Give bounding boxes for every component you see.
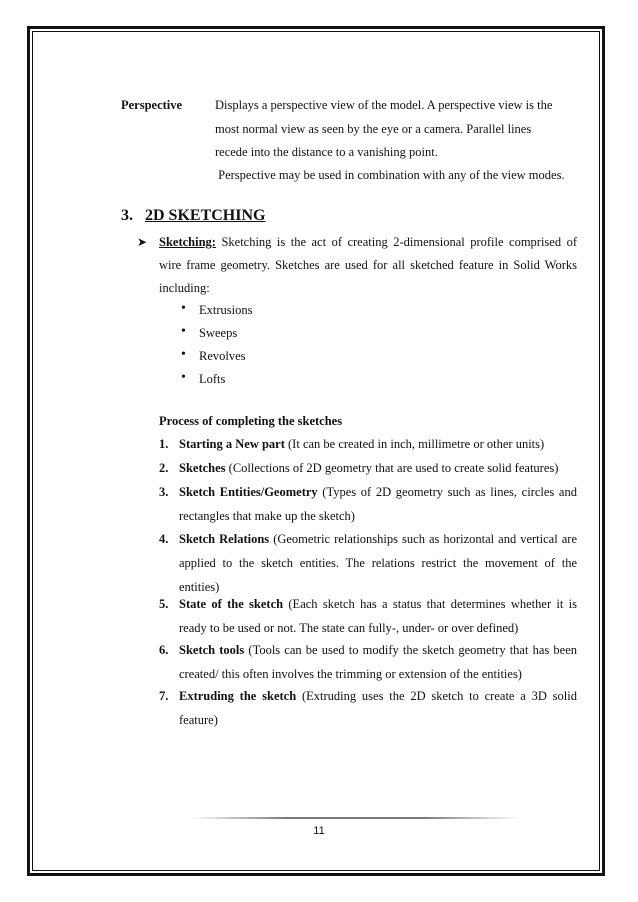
step-name: Extruding the sketch [179, 689, 297, 703]
step-desc: (Extruding uses the 2D sketch to create a 3D solid feature) [179, 689, 577, 727]
step-name: Starting a New part [179, 437, 285, 451]
perspective-line-4: Perspective may be used in combination with any of the view modes. [215, 168, 565, 182]
bullet-icon: • [181, 347, 186, 362]
feature-item: Lofts [199, 372, 226, 386]
step-number: 1. [159, 437, 169, 451]
feature-item: Extrusions [199, 303, 253, 317]
step-desc: (Each sketch has a status that determines whether it is ready to be used or not. The state can fully-, under- or over defined) [179, 597, 577, 635]
step-desc: (Collections of 2D geometry that are used to create solid features) [225, 461, 559, 475]
footer-divider [190, 817, 520, 819]
process-title: Process of completing the sketches [159, 414, 343, 428]
step-name: Sketches [179, 461, 226, 475]
feature-item: Revolves [199, 349, 246, 363]
feature-item: Sweeps [199, 326, 238, 340]
step-name: State of the sketch [179, 597, 284, 611]
process-step [159, 592, 577, 640]
arrow-bullet-icon: ➤ [137, 235, 148, 249]
sketching-label: Sketching: [159, 235, 216, 249]
step-number: 5. [159, 597, 169, 611]
bullet-icon: • [181, 301, 186, 316]
step-desc: (Tools can be used to modify the sketch geometry that has been created/ this often involves the trimming or extension of the entities) [179, 643, 577, 681]
step-name: Sketch Entities/Geometry [179, 485, 318, 499]
step-name: Sketch Relations [179, 532, 270, 546]
step-number: 3. [159, 485, 169, 499]
perspective-term: Perspective [121, 98, 183, 112]
sketching-paragraph [159, 231, 577, 300]
page-number: 11 [313, 825, 325, 837]
process-step [159, 432, 577, 456]
step-number: 4. [159, 532, 169, 546]
bullet-icon: • [181, 370, 186, 385]
step-number: 2. [159, 461, 169, 475]
section-heading [121, 207, 265, 225]
section-number: 3. [121, 207, 133, 224]
step-desc: (It can be created in inch, millimetre or other units) [284, 437, 545, 451]
process-step [159, 480, 577, 528]
step-number: 6. [159, 643, 169, 657]
process-step [159, 684, 577, 732]
section-title: 2D SKETCHING [145, 207, 266, 224]
perspective-line-2: most normal view as seen by the eye or a camera. Parallel lines [215, 122, 532, 136]
process-step [159, 527, 577, 599]
sketching-text: Sketching is the act of creating 2-dimensional profile comprised of wire frame geometry. Sketches are used for all sketched feature in Solid Works including: [159, 235, 577, 295]
perspective-line-1: Displays a perspective view of the model. A perspective view is the [215, 98, 553, 112]
perspective-line-3: recede into the distance to a vanishing point. [215, 145, 438, 159]
step-number: 7. [159, 689, 169, 703]
step-name: Sketch tools [179, 643, 245, 657]
step-desc: (Geometric relationships such as horizontal and vertical are applied to the sketch entities. The relations restrict the movement of the entities) [179, 532, 577, 594]
step-desc: (Types of 2D geometry such as lines, circles and rectangles that make up the sketch) [179, 485, 577, 523]
process-step [159, 638, 577, 686]
bullet-icon: • [181, 324, 186, 339]
process-step [159, 456, 577, 480]
